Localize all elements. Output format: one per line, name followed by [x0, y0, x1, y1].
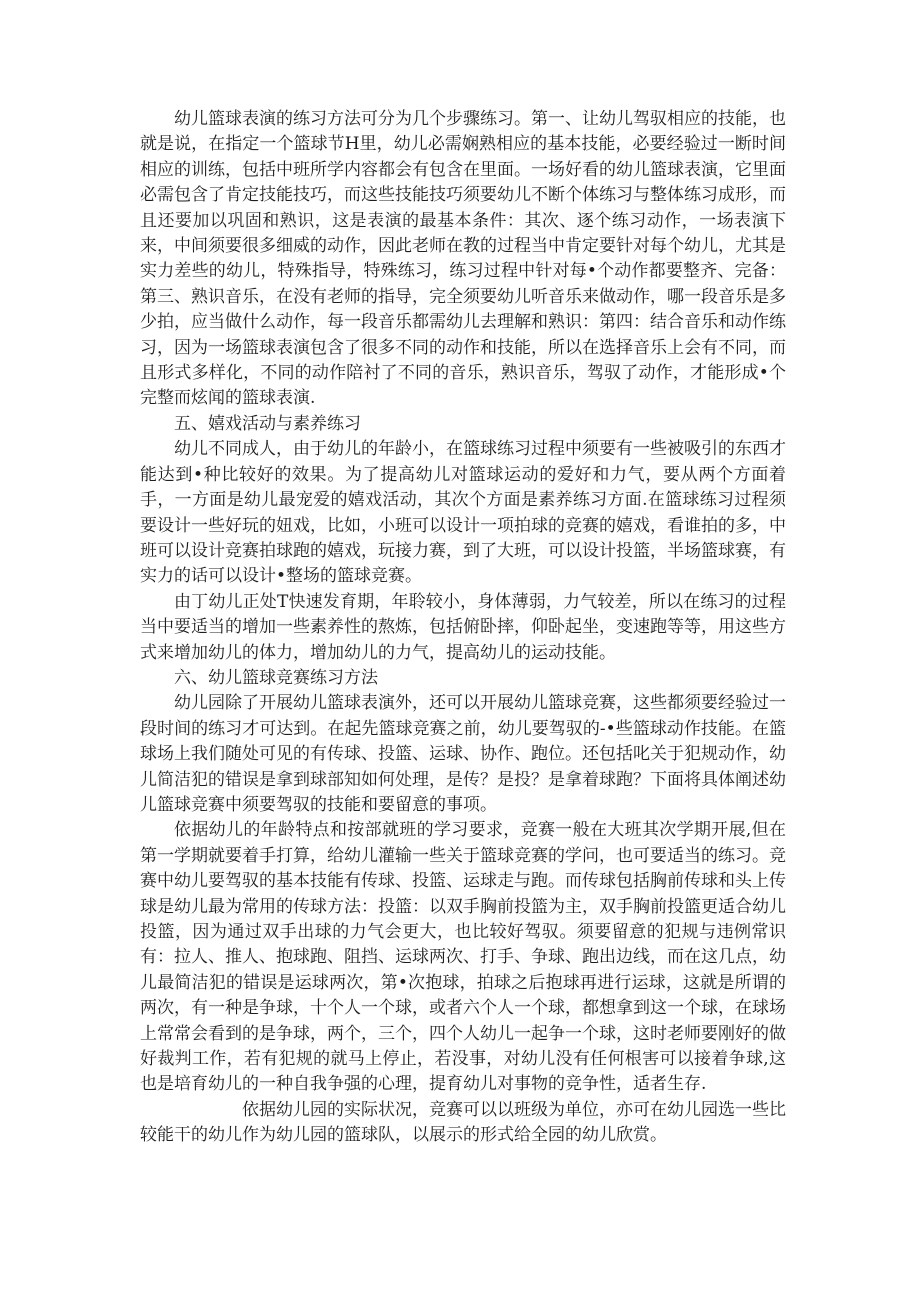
- paragraph-games-intro: 幼儿不同成人，由于幼儿的年龄小，在篮球练习过程中须要有一些被吸引的东西才能达到•种比较好的效果。为了提高幼儿对篮球运动的爱好和力气，要从两个方面着手，一方面是幼儿最宠爱的嬉戏活动，其次个方面是素养练习方面.在篮球练习过程须要设计一些好玩的妞戏，比如，小班可以设计一项拍球的竞赛的嬉戏，看谁拍的多，中班可以设计竞赛拍球跑的嬉戏，玩接力赛，到了大班，可以设计投篮，半场篮球赛，有实力的话可以设计•整场的篮球竞赛。: [140, 439, 786, 587]
- document-body: [140, 107, 786, 1149]
- section-heading-competition: 六、幼儿篮球竞赛练习方法: [174, 667, 378, 688]
- paragraph-performance-steps: 幼儿篮球表演的练习方法可分为几个步骤练习。第一、让幼儿驾驭相应的技能，也就是说，在指定一个篮球节H里，幼儿必需娴熟相应的基本技能，必要经验过一断时间相应的训练，包括中班所学内容都会有包含在里面。一场好看的幼儿篮球表演，它里面必需包含了肯定技能技巧，而这些技能技巧须要幼儿不断个体练习与整体练习成形，而且还要加以巩固和熟识，这是表演的最基本条件：其次、逐个练习动作，一场表演下来，中间须要很多细威的动作，因此老师在教的过程当中肯定要针对每个幼儿，尤其是实力差些的幼儿，特殊指导，特殊练习，练习过程中针对每•个动作都要整齐、完备：第三、熟识音乐，在没有老师的指导，完全须要幼儿听音乐来做动作，哪一段音乐是多少拍，应当做什么动作，每一段音乐都需幼儿去理解和熟识：第四：结合音乐和动作练习，因为一场篮球表演包含了很多不同的动作和技能，所以在选择音乐上会有不同，而且形式多样化，不同的动作陪衬了不同的音乐，熟识音乐，驾驭了动作，才能形成•个完整而炫闻的篮球表演.: [140, 109, 786, 409]
- paragraph-competition-skills: 依据幼儿的年龄特点和按部就班的学习要求，竞赛一般在大班其次学期开展,但在第一学期就要着手打算，给幼儿灌输一些关于篮球竞赛的学问，也可要适当的练习。竞赛中幼儿要驾驭的基本技能有传球、投篮、运球走与跑。而传球包括胸前传球和头上传球是幼儿最为常用的传球方法：投篮：以双手胸前投篮为主，双手胸前投篮更适合幼儿投篮，因为通过双手出球的力气会更大，也比较好驾驭。须要留意的犯规与违例常识有：拉人、推人、抱球跑、阻挡、运球两次、打手、争球、跑出边线，而在这几点，幼儿最简洁犯的错误是运球两次，第•次抱球，拍球之后抱球再进行运球，这就是所谓的两次，有一种是争球，十个人一个球，或者六个人一个球，都想拿到这一个球，在球场上常常会看到的是争球，两个，三个，四个人幼儿一起争一个球，这时老师要刚好的做好裁判工作，若有犯规的就马上停止，若没事，对幼儿没有任何根害可以接着争球,这也是培育幼儿的一种自我争强的心理，提育幼儿对事物的竞争性，适者生存.: [140, 820, 786, 1095]
- section-heading-games: 五、嬉戏活动与素养练习: [174, 413, 361, 434]
- paragraph-competition-organization: 依据幼儿园的实际状况，竞赛可以以班级为单位，亦可在幼儿园选一些比较能干的幼儿作为幼儿园的篮球队，以展示的形式给全园的幼儿欣赏。: [140, 1099, 786, 1146]
- paragraph-competition-intro: 幼儿园除了开展幼儿篮球表演外，还可以开展幼儿篮球竞赛，这些都须要经验过一段时间的练习才可达到。在起先篮球竞赛之前，幼儿要驾驭的-•些篮球动作技能。在篮球场上我们随处可见的有传球、投篮、运球、协作、跑位。还包括叱关于犯规动作，幼儿简洁犯的错误是拿到球部知如何处理，是传？是投？是拿着球跑？下面将具体阐述幼儿篮球竞赛中须要驾驭的技能和要留意的事项。: [140, 693, 786, 815]
- paragraph-fitness-training: 由丁幼儿正处T快速发育期，年聆较小，身体薄弱，力气较差，所以在练习的过程当中要适当的增加一些素养性的熬炼，包括俯卧摔，仰卧起坐，变速跑等等，用这些方式来增加幼儿的体力，增加幼儿的力气，提高幼儿的运动技能。: [140, 591, 786, 663]
